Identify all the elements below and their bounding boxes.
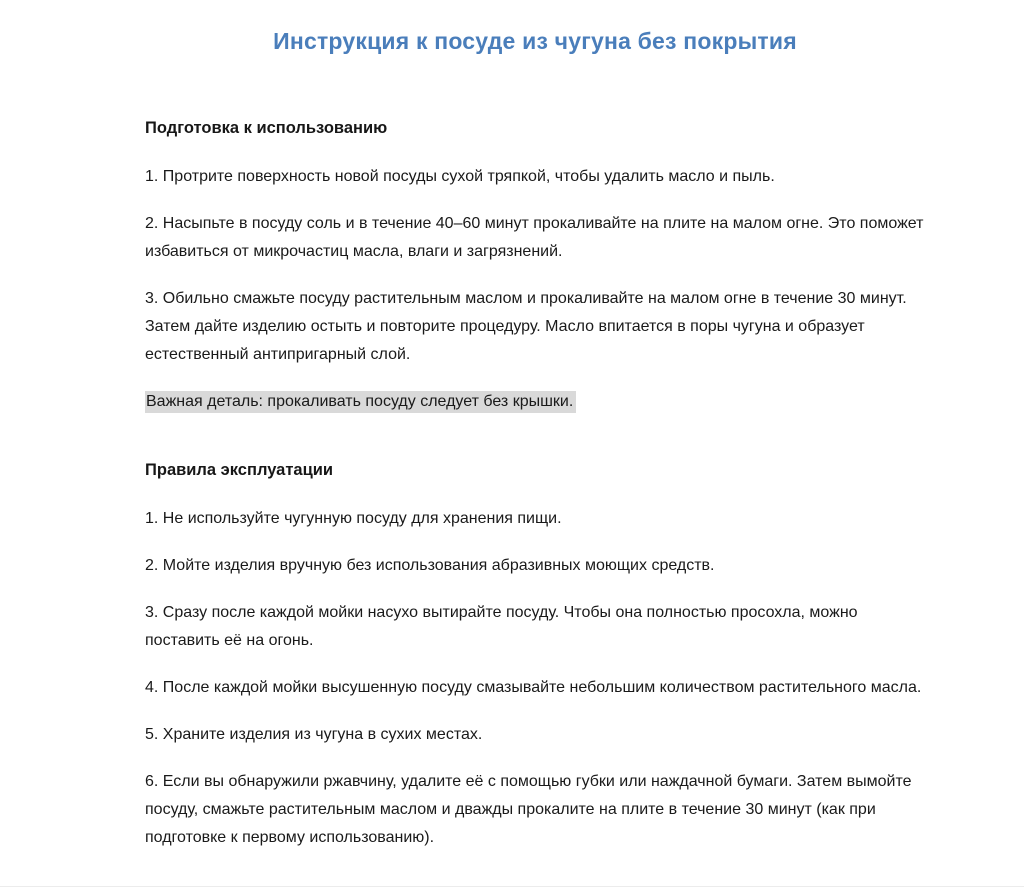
usage-rule-6: 6. Если вы обнаружили ржавчину, удалите её с помощью губки или наждачной бумаги. Затем вымойте посуду, смажьте растительным маслом и дважды прокалите на плите в течение 30 минут (как при подготовке к первому использованию). (145, 773, 912, 846)
important-note-paragraph (145, 388, 925, 416)
preparation-step-2: 2. Насыпьте в посуду соль и в течение 40–60 минут прокаливайте на плите на малом огне. Это поможет избавиться от микрочастиц масла, влаги и загрязнений. (145, 215, 924, 260)
section-heading-preparation: Подготовка к использованию (145, 119, 388, 137)
usage-rule-1: 1. Не используйте чугунную посуду для хранения пищи. (145, 510, 562, 527)
document-title: Инструкция к посуде из чугуна без покрытия (273, 28, 797, 54)
usage-rule-2: 2. Мойте изделия вручную без использования абразивных моющих средств. (145, 557, 715, 574)
preparation-step-1: 1. Протрите поверхность новой посуды сухой тряпкой, чтобы удалить масло и пыль. (145, 168, 775, 185)
preparation-step-3: 3. Обильно смажьте посуду растительным маслом и прокаливайте на малом огне в течение 30 минут. Затем дайте изделию остыть и повторите процедуру. Масло впитается в поры чугуна и образует естественный антипригарный слой. (145, 290, 907, 363)
usage-rule-4: 4. После каждой мойки высушенную посуду смазывайте небольшим количеством растительного масла. (145, 679, 922, 696)
usage-rule-3: 3. Сразу после каждой мойки насухо вытирайте посуду. Чтобы она полностью просохла, можно поставить её на огонь. (145, 604, 858, 649)
section-heading-usage-rules: Правила эксплуатации (145, 461, 334, 479)
usage-rule-5: 5. Храните изделия из чугуна в сухих местах. (145, 726, 483, 743)
important-note-highlight: Важная деталь: прокаливать посуду следует без крышки. (145, 391, 576, 413)
